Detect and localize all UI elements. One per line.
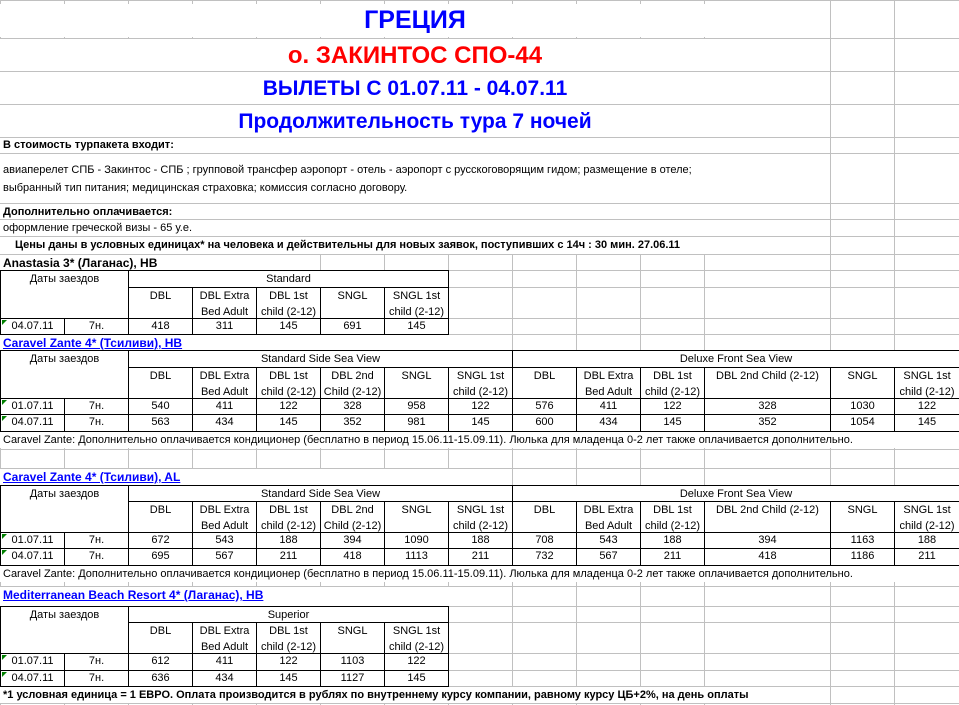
column-header: SNGL <box>320 622 385 654</box>
comment-indicator-icon <box>2 320 7 325</box>
price-cell: 122 <box>256 653 321 671</box>
room-type-header: Superior <box>128 606 449 623</box>
hotel-title[interactable]: Caravel Zante 4* (Тсиливи), HB <box>0 335 450 350</box>
price-cell: 672 <box>128 532 193 549</box>
price-cell: 188 <box>640 532 705 549</box>
price-cell: 418 <box>704 548 831 566</box>
price-cell: 122 <box>640 398 705 415</box>
dates-header: Даты заездов <box>0 270 129 319</box>
price-cell: 1090 <box>384 532 449 549</box>
column-header: SNGL <box>830 501 895 533</box>
column-header: DBL <box>128 622 193 654</box>
column-header: DBL Extra Bed Adult <box>192 501 257 533</box>
price-cell: 1127 <box>320 670 385 687</box>
column-header: DBL <box>512 367 577 399</box>
hotel-title[interactable]: Mediterranean Beach Resort 4* (Лаганас), HB <box>0 587 450 606</box>
nights-cell: 7н. <box>64 318 129 335</box>
gridline <box>0 0 959 1</box>
date-cell: 01.07.11 <box>0 653 65 671</box>
included-text <box>0 154 830 203</box>
column-header: SNGL 1st child (2-12) <box>384 622 449 654</box>
column-header: DBL 2nd Child (2-12) <box>704 367 831 399</box>
column-header: DBL 1st child (2-12) <box>256 367 321 399</box>
price-cell: 352 <box>704 414 831 432</box>
price-cell: 636 <box>128 670 193 687</box>
price-cell: 188 <box>894 532 959 549</box>
price-cell: 543 <box>576 532 641 549</box>
price-cell: 328 <box>320 398 385 415</box>
hotel-note: Caravel Zante: Дополнительно оплачивается кондиционер (бесплатно в период 15.06.11-15.09.11). Люлька для младенца 0-2 лет также оплачивается дополнительно. <box>0 432 958 448</box>
column-header: SNGL 1st child (2-12) <box>894 501 959 533</box>
nights-cell: 7н. <box>64 414 129 432</box>
title-offer: о. ЗАКИНТОС СПО-44 <box>0 39 830 71</box>
price-cell: 145 <box>894 414 959 432</box>
price-cell: 122 <box>894 398 959 415</box>
column-header: DBL <box>128 367 193 399</box>
column-header: SNGL <box>384 501 449 533</box>
price-cell: 145 <box>448 414 513 432</box>
column-header: SNGL 1st child (2-12) <box>894 367 959 399</box>
dates-header: Даты заездов <box>0 606 129 654</box>
included-label: В стоимость турпакета входит: <box>0 138 830 153</box>
price-cell: 122 <box>384 653 449 671</box>
column-header: DBL Extra Bed Adult <box>192 287 257 319</box>
price-cell: 122 <box>256 398 321 415</box>
column-header: DBL 2nd Child (2-12) <box>320 501 385 533</box>
date-cell: 04.07.11 <box>0 414 65 432</box>
nights-cell: 7н. <box>64 532 129 549</box>
price-cell: 695 <box>128 548 193 566</box>
price-cell: 732 <box>512 548 577 566</box>
column-header: DBL 1st child (2-12) <box>640 367 705 399</box>
comment-indicator-icon <box>2 672 7 677</box>
price-cell: 145 <box>256 318 321 335</box>
price-cell: 211 <box>894 548 959 566</box>
price-cell: 394 <box>320 532 385 549</box>
column-header: DBL <box>128 501 193 533</box>
column-header: SNGL 1st child (2-12) <box>448 501 513 533</box>
price-cell: 567 <box>576 548 641 566</box>
price-cell: 563 <box>128 414 193 432</box>
date-cell: 01.07.11 <box>0 532 65 549</box>
included-line-1: авиаперелет СПБ - Закинтос - СПБ ; групповой трансфер аэропорт - отель - аэропорт с русскоговорящим гидом; размещение в отеле; <box>3 164 692 176</box>
price-cell: 188 <box>256 532 321 549</box>
column-header: DBL 2nd Child (2-12) <box>704 501 831 533</box>
date-cell: 04.07.11 <box>0 548 65 566</box>
column-header: DBL 1st child (2-12) <box>640 501 705 533</box>
column-header: DBL <box>128 287 193 319</box>
hotel-note: Caravel Zante: Дополнительно оплачивается кондиционер (бесплатно в период 15.06.11-15.09.11). Люлька для младенца 0-2 лет также оплачивается дополнительно. <box>0 566 958 582</box>
column-header: SNGL <box>830 367 895 399</box>
column-header: DBL Extra Bed Adult <box>576 501 641 533</box>
nights-cell: 7н. <box>64 653 129 671</box>
price-cell: 981 <box>384 414 449 432</box>
footnote: *1 условная единица = 1 ЕВРО. Оплата производится в рублях по внутреннему курсу компании, равному курсу ЦБ+2%, на день оплаты <box>0 687 830 703</box>
price-cell: 411 <box>192 398 257 415</box>
price-cell: 145 <box>640 414 705 432</box>
price-cell: 145 <box>256 670 321 687</box>
room-type-header: Standard <box>128 270 449 288</box>
nights-cell: 7н. <box>64 548 129 566</box>
nights-cell: 7н. <box>64 398 129 415</box>
hotel-title: Anastasia 3* (Лаганас), HB <box>0 255 300 270</box>
room-type-header: Deluxe Front Sea View <box>512 485 959 502</box>
date-cell: 04.07.11 <box>0 318 65 335</box>
column-header: DBL Extra Bed Adult <box>192 367 257 399</box>
price-cell: 352 <box>320 414 385 432</box>
price-cell: 211 <box>448 548 513 566</box>
price-cell: 434 <box>576 414 641 432</box>
price-cell: 691 <box>320 318 385 335</box>
column-header: DBL Extra Bed Adult <box>576 367 641 399</box>
price-cell: 567 <box>192 548 257 566</box>
price-cell: 122 <box>448 398 513 415</box>
price-cell: 1054 <box>830 414 895 432</box>
date-cell: 01.07.11 <box>0 398 65 415</box>
price-cell: 188 <box>448 532 513 549</box>
price-cell: 600 <box>512 414 577 432</box>
included-line-2: выбранный тип питания; медицинская страховка; комиссия согласно договору. <box>3 182 408 194</box>
column-header: SNGL 1st child (2-12) <box>384 287 449 319</box>
price-cell: 145 <box>384 670 449 687</box>
comment-indicator-icon <box>2 655 7 660</box>
comment-indicator-icon <box>2 416 7 421</box>
price-cell: 394 <box>704 532 831 549</box>
price-cell: 1186 <box>830 548 895 566</box>
price-cell: 411 <box>192 653 257 671</box>
price-cell: 145 <box>384 318 449 335</box>
gridline <box>0 449 959 450</box>
price-cell: 328 <box>704 398 831 415</box>
room-type-header: Standard Side Sea View <box>128 350 513 368</box>
nights-cell: 7н. <box>64 670 129 687</box>
column-header: SNGL 1st child (2-12) <box>448 367 513 399</box>
column-header: DBL 2nd Child (2-12) <box>320 367 385 399</box>
room-type-header: Standard Side Sea View <box>128 485 513 502</box>
dates-header: Даты заездов <box>0 485 129 533</box>
price-cell: 434 <box>192 670 257 687</box>
dates-header: Даты заездов <box>0 350 129 399</box>
price-cell: 211 <box>256 548 321 566</box>
price-cell: 1103 <box>320 653 385 671</box>
extra-text: оформление греческой визы - 65 у.е. <box>0 220 830 236</box>
column-header: SNGL <box>384 367 449 399</box>
prices-note: Цены даны в условных единицах* на человека и действительны для новых заявок, поступивших с 14ч : 30 мин. 27.06.11 <box>0 237 830 254</box>
price-cell: 1030 <box>830 398 895 415</box>
column-header: DBL <box>512 501 577 533</box>
price-cell: 145 <box>256 414 321 432</box>
price-cell: 958 <box>384 398 449 415</box>
room-type-header: Deluxe Front Sea View <box>512 350 959 368</box>
price-cell: 411 <box>576 398 641 415</box>
price-cell: 576 <box>512 398 577 415</box>
title-departures: ВЫЛЕТЫ С 01.07.11 - 04.07.11 <box>0 72 830 104</box>
comment-indicator-icon <box>2 534 7 539</box>
hotel-title[interactable]: Caravel Zante 4* (Тсиливи), AL <box>0 469 450 485</box>
price-cell: 1163 <box>830 532 895 549</box>
gridline <box>0 703 959 704</box>
title-duration: Продолжительность тура 7 ночей <box>0 105 830 137</box>
column-header: DBL 1st child (2-12) <box>256 501 321 533</box>
comment-indicator-icon <box>2 400 7 405</box>
price-cell: 1113 <box>384 548 449 566</box>
price-cell: 211 <box>640 548 705 566</box>
price-cell: 418 <box>320 548 385 566</box>
comment-indicator-icon <box>2 550 7 555</box>
price-cell: 612 <box>128 653 193 671</box>
extra-label: Дополнительно оплачивается: <box>0 204 830 219</box>
title-country: ГРЕЦИЯ <box>0 4 830 37</box>
price-cell: 311 <box>192 318 257 335</box>
price-cell: 540 <box>128 398 193 415</box>
price-cell: 418 <box>128 318 193 335</box>
column-header: DBL 1st child (2-12) <box>256 622 321 654</box>
column-header: SNGL <box>320 287 385 319</box>
price-cell: 543 <box>192 532 257 549</box>
column-header: DBL 1st child (2-12) <box>256 287 321 319</box>
column-header: DBL Extra Bed Adult <box>192 622 257 654</box>
price-cell: 434 <box>192 414 257 432</box>
date-cell: 04.07.11 <box>0 670 65 687</box>
price-cell: 708 <box>512 532 577 549</box>
